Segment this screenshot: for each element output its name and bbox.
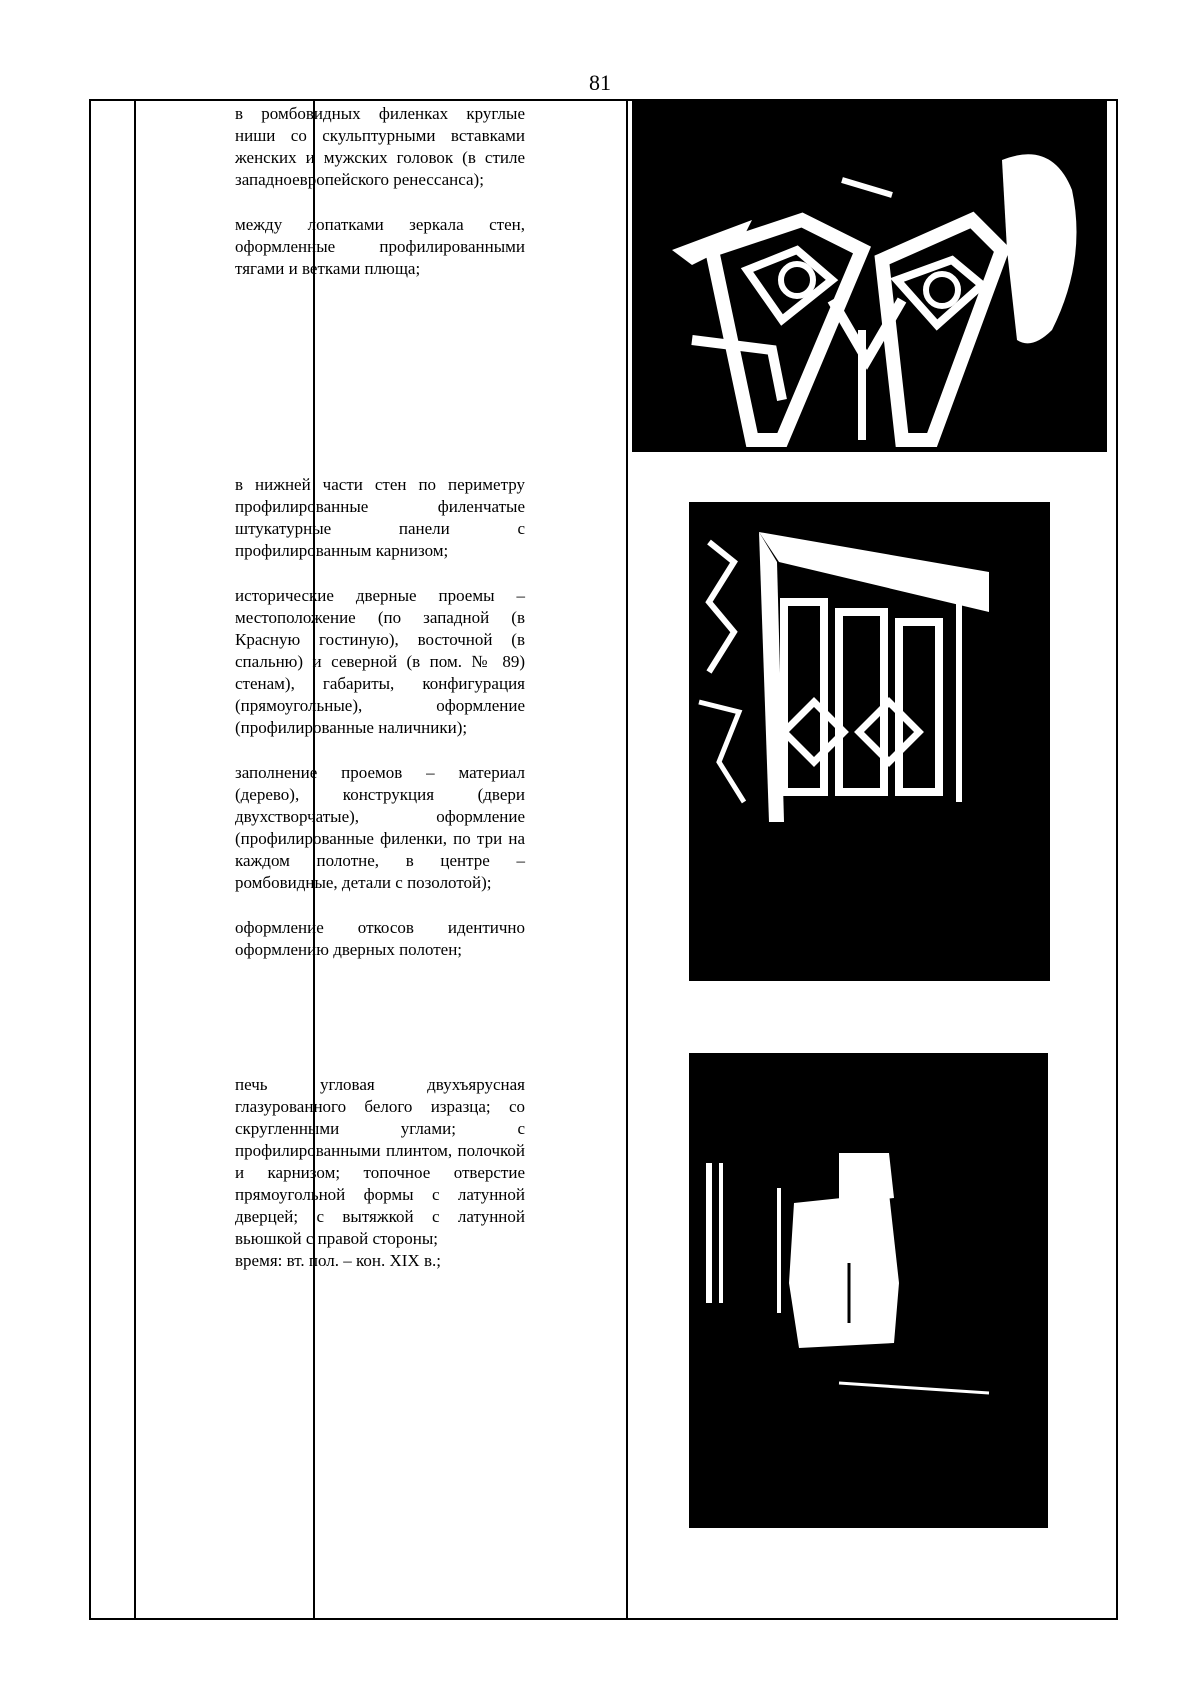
page-number: 81	[589, 70, 611, 95]
description-block-3	[235, 1074, 525, 1295]
paragraph: в нижней части стен по периметру профилированные филенчатые штукатурные панели с профилированным карнизом;	[235, 475, 525, 560]
column-divider-1	[134, 101, 136, 1618]
photo-corner-stove	[689, 1053, 1048, 1528]
paragraph: заполнение проемов – материал (дерево), конструкция (двери двухстворчатые), оформление (профилированные филенки, по три на каждом полотне, в центре – ромбовидные, детали с позолотой);	[235, 763, 525, 892]
paragraph: оформление откосов идентично оформлению дверных полотен;	[235, 918, 525, 959]
description-block-1	[235, 103, 525, 303]
photo-wall-panels	[632, 100, 1107, 452]
paragraph: в ромбовидных филенках круглые ниши со скульптурными вставками женских и мужских головок (в стиле западноевропейского ренессанса);	[235, 104, 525, 189]
paragraph: печь угловая двухъярусная глазурованного белого изразца; со скругленными углами; с профилированными плинтом, полочкой и карнизом; топочное отверстие прямоугольной формы с латунной дверцей; с вытяжкой с латунной вьюшкой с правой стороны;	[235, 1075, 525, 1248]
paragraph: между лопатками зеркала стен, оформленные профилированными тягами и ветками плюща;	[235, 215, 525, 278]
paragraph: время: вт. пол. – кон. XIX в.;	[235, 1251, 441, 1270]
photo-historic-door	[689, 502, 1050, 981]
paragraph: исторические дверные проемы – местоположение (по западной (в Красную гостиную), восточной (в спальню) и северной (в пом. № 89) стенам), габариты, конфигурация (прямоугольные), оформление (профилированные наличники);	[235, 586, 525, 737]
column-divider-3	[626, 101, 628, 1618]
description-block-2	[235, 474, 525, 984]
